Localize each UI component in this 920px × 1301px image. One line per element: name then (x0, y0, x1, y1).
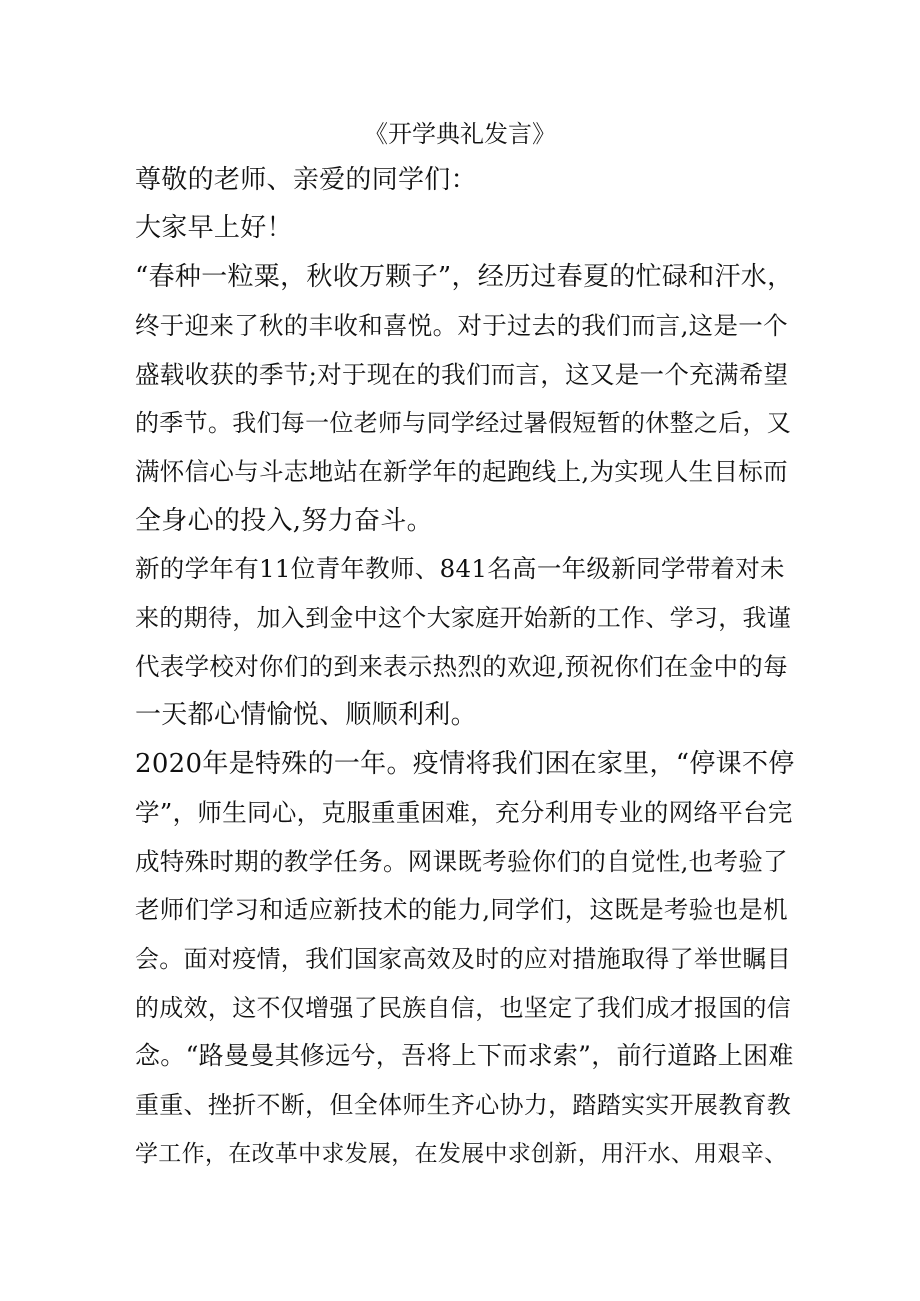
text-line: 尊敬的老师、亲爱的同学们： (135, 165, 477, 195)
text-line: 会。面对疫情，我们国家高效及时的应对措施取得了举世瞩目 (135, 945, 792, 973)
text-line: 大家早上好！ (135, 213, 293, 243)
text-line: 终于迎来了秋的丰收和喜悦。对于过去的我们而言,这是一个 (135, 311, 788, 340)
text-line: 一天都心情愉悦、顺顺利利。 (135, 700, 477, 730)
text-line: 学”，师生同心，克服重重困难，充分利用专业的网络平台完 (135, 798, 793, 827)
text-line: 新的学年有11位青年教师、841名高一年级新同学带着对未 (135, 554, 785, 583)
text-line: 代表学校对你们的到来表示热烈的欢迎,预祝你们在金中的每 (135, 652, 788, 681)
text-line: 老师们学习和适应新技术的能力,同学们，这既是考验也是机 (135, 895, 788, 924)
text-line: 重重、挫折不断，但全体师生齐心协力，踏踏实实开展教育教 (135, 1091, 792, 1119)
text-line: 2020年是特殊的一年。疫情将我们困在家里，“停课不停 (135, 749, 795, 779)
text-line: 念。“路曼曼其修远兮，吾将上下而求索”，前行道路上困难 (135, 1041, 794, 1070)
text-line: 全身心的投入,努力奋斗。 (135, 506, 433, 536)
text-line: 满怀信心与斗志地站在新学年的起跑线上,为实现人生目标而 (135, 457, 788, 486)
text-line: 学工作，在改革中求发展，在发展中求创新，用汗水、用艰辛、 (135, 1141, 788, 1167)
text-line: 的季节。我们每一位老师与同学经过暑假短暂的休整之后，又 (135, 409, 792, 437)
text-line: 的成效，这不仅增强了民族自信，也坚定了我们成才报国的信 (135, 994, 792, 1022)
text-line: 来的期待，加入到金中这个大家庭开始新的工作、学习，我谨 (135, 604, 792, 632)
text-line: 盛载收获的季节;对于现在的我们而言，这又是一个充满希望 (135, 360, 789, 389)
text-line: 成特殊时期的教学任务。网课既考验你们的自觉性,也考验了 (135, 847, 788, 876)
document-title: 《开学典礼发言》 (364, 120, 556, 148)
text-line: “春种一粒粟，秋收万颗子”，经历过春夏的忙碌和汗水， (135, 262, 794, 292)
